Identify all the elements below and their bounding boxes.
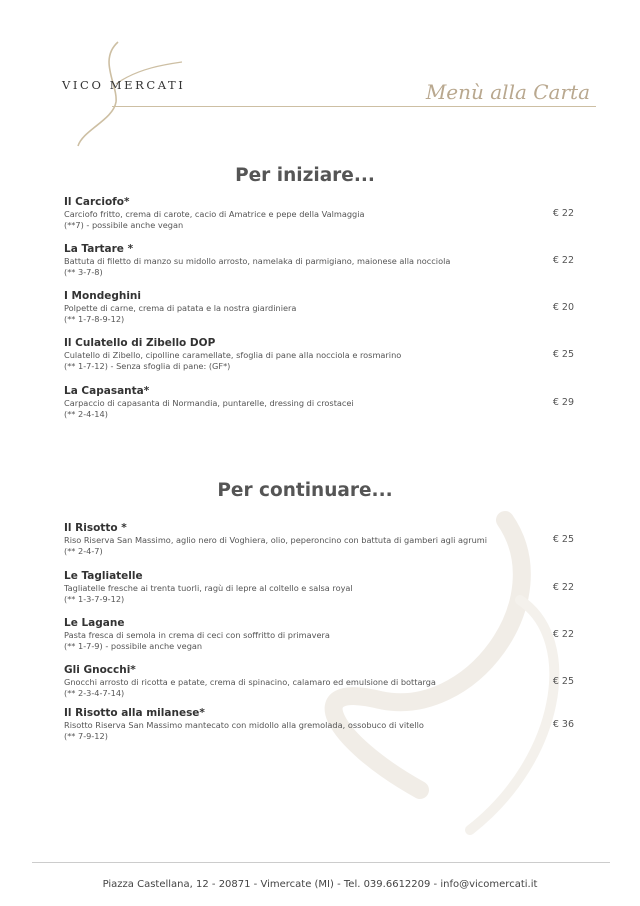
menu-item [64, 196, 584, 231]
menu-item [64, 617, 584, 652]
item-price: € 25 [552, 676, 574, 687]
item-price: € 22 [552, 208, 574, 219]
item-allergens: (** 1-7-12) - Senza sfoglia di pane: (GF*) [64, 361, 231, 371]
item-price: € 20 [552, 302, 574, 313]
menu-item [64, 337, 584, 372]
menu-item [64, 664, 584, 699]
item-allergens: (** 1-7-9) - possibile anche vegan [64, 641, 203, 651]
item-name: Il Risotto * [64, 522, 127, 534]
menu-item [64, 243, 584, 278]
item-allergens: (** 1-7-8-9-12) [64, 314, 125, 324]
item-name: Il Risotto alla milanese* [64, 707, 205, 719]
item-name: I Mondeghini [64, 290, 142, 302]
menu-item [64, 522, 584, 557]
item-name: Le Lagane [64, 617, 125, 629]
footer-divider [32, 862, 610, 863]
item-price: € 22 [552, 629, 574, 640]
menu-item [64, 385, 584, 420]
item-price: € 22 [552, 255, 574, 266]
item-description: Carpaccio di capasanta di Normandia, puntarelle, dressing di crostacei [64, 398, 354, 408]
item-allergens: (** 2-3-4-7-14) [64, 688, 125, 698]
item-description: Gnocchi arrosto di ricotta e patate, crema di spinacino, calamaro ed emulsione di bottarga [64, 677, 436, 687]
item-allergens: (** 1-3-7-9-12) [64, 594, 125, 604]
item-allergens: (** 2-4-14) [64, 409, 108, 419]
item-description: Carciofo fritto, crema di carote, cacio di Amatrice e pepe della Valmaggia [64, 209, 365, 219]
item-name: Le Tagliatelle [64, 570, 143, 582]
menu-item [64, 290, 584, 325]
item-description: Battuta di filetto di manzo su midollo arrosto, namelaka di parmigiano, maionese alla nocciola [64, 256, 451, 266]
item-price: € 22 [552, 582, 574, 593]
item-description: Tagliatelle fresche ai trenta tuorli, ragù di lepre al coltello e salsa royal [64, 583, 353, 593]
section-title: Per continuare... [217, 480, 393, 501]
item-description: Riso Riserva San Massimo, aglio nero di Voghiera, olio, peperoncino con battuta di gamberi agli agrumi [64, 535, 488, 545]
item-name: La Capasanta* [64, 385, 150, 397]
item-description: Polpette di carne, crema di patata e la nostra giardiniera [64, 303, 297, 313]
item-description: Pasta fresca di semola in crema di ceci con soffritto di primavera [64, 630, 330, 640]
item-description: Risotto Riserva San Massimo mantecato con midollo alla gremolada, ossobuco di vitello [64, 720, 424, 730]
footer-contact: Piazza Castellana, 12 - 20871 - Vimercate (MI) - Tel. 039.6612209 - info@vicomercati.it [102, 879, 538, 890]
item-price: € 25 [552, 534, 574, 545]
item-price: € 36 [552, 719, 574, 730]
item-allergens: (**7) - possibile anche vegan [64, 220, 184, 230]
item-allergens: (** 3-7-8) [64, 267, 103, 277]
menu-title: Menù alla Carta [425, 80, 590, 104]
item-name: Il Culatello di Zibello DOP [64, 337, 216, 349]
logo-swoosh-icon [58, 40, 198, 150]
item-allergens: (** 2-4-7) [64, 546, 103, 556]
item-price: € 25 [552, 349, 574, 360]
header-divider [112, 106, 596, 107]
menu-item [64, 570, 584, 605]
item-name: Gli Gnocchi* [64, 664, 136, 676]
item-name: La Tartare * [64, 243, 134, 255]
item-price: € 29 [552, 397, 574, 408]
brand-logo: VICO MERCATI [62, 78, 186, 92]
section-title: Per iniziare... [235, 165, 375, 186]
item-name: Il Carciofo* [64, 196, 130, 208]
item-allergens: (** 7-9-12) [64, 731, 108, 741]
item-description: Culatello di Zibello, cipolline caramellate, sfoglia di pane alla nocciola e rosmarino [64, 350, 402, 360]
menu-item [64, 707, 584, 742]
